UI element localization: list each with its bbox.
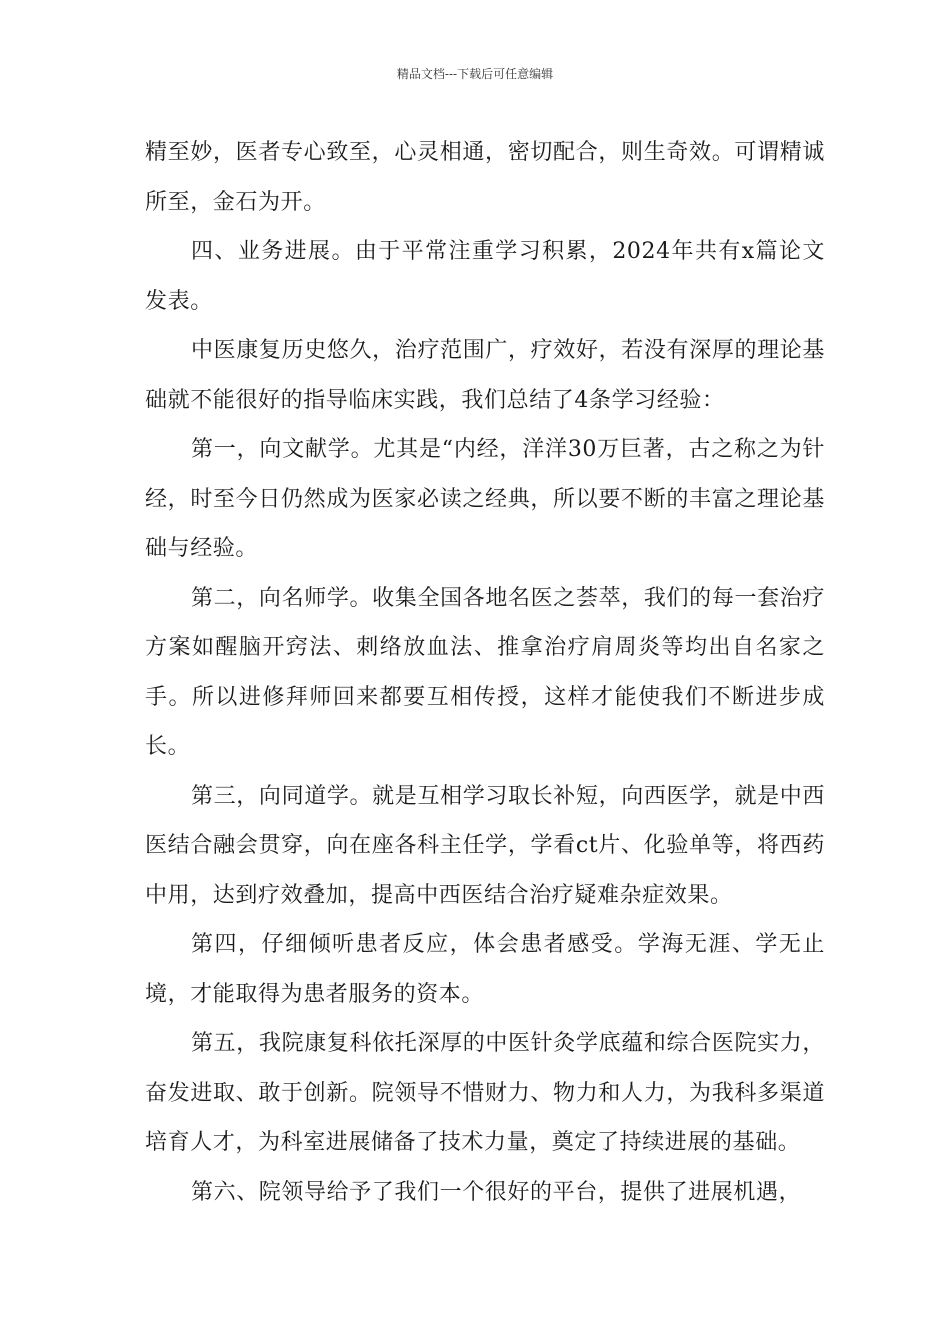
paragraph-3: 中医康复历史悠久，治疗范围广，疗效好，若没有深厚的理论基础就不能很好的指导临床实践，我们总结了4条学习经验： xyxy=(145,338,825,413)
paragraph-4: 第一，向文献学。尤其是“内经，洋洋30万巨著，古之称之为针经，时至今日仍然成为医家必读之经典，所以要不断的丰富之理论基础与经验。 xyxy=(145,437,825,561)
paragraph-6: 第三，向同道学。就是互相学习取长补短，向西医学，就是中西医结合融会贯穿，向在座各科主任学，学看ct片、化验单等，将西药中用，达到疗效叠加，提高中西医结合治疗疑难杂症效果。 xyxy=(145,783,825,908)
paragraph-2: 四、业务进展。由于平常注重学习积累，2024年共有x篇论文发表。 xyxy=(145,239,825,314)
paragraph-5: 第二，向名师学。收集全国各地名医之荟萃，我们的每一套治疗方案如醒脑开窍法、刺络放血法、推拿治疗肩周炎等均出自名家之手。所以进修拜师回来都要互相传授，这样才能使我们不断进步成长。 xyxy=(145,585,825,759)
paragraph-7: 第四，仔细倾听患者反应，体会患者感受。学海无涯、学无止境，才能取得为患者服务的资本。 xyxy=(145,932,825,1007)
document-body xyxy=(145,128,825,1217)
paragraph-9: 第六、院领导给予了我们一个很好的平台，提供了进展机遇， xyxy=(191,1179,802,1205)
paragraph-8: 第五，我院康复科依托深厚的中医针灸学底蕴和综合医院实力，奋发进取、敢于创新。院领导不惜财力、物力和人力，为我科多渠道培育人才，为科室进展储备了技术力量，奠定了持续进展的基础。 xyxy=(145,1031,825,1155)
page-header: 精品文档---下载后可任意编辑 xyxy=(396,67,554,81)
paragraph-1: 精至妙，医者专心致至，心灵相通，密切配合，则生奇效。可谓精诚所至，金石为开。 xyxy=(145,140,825,215)
